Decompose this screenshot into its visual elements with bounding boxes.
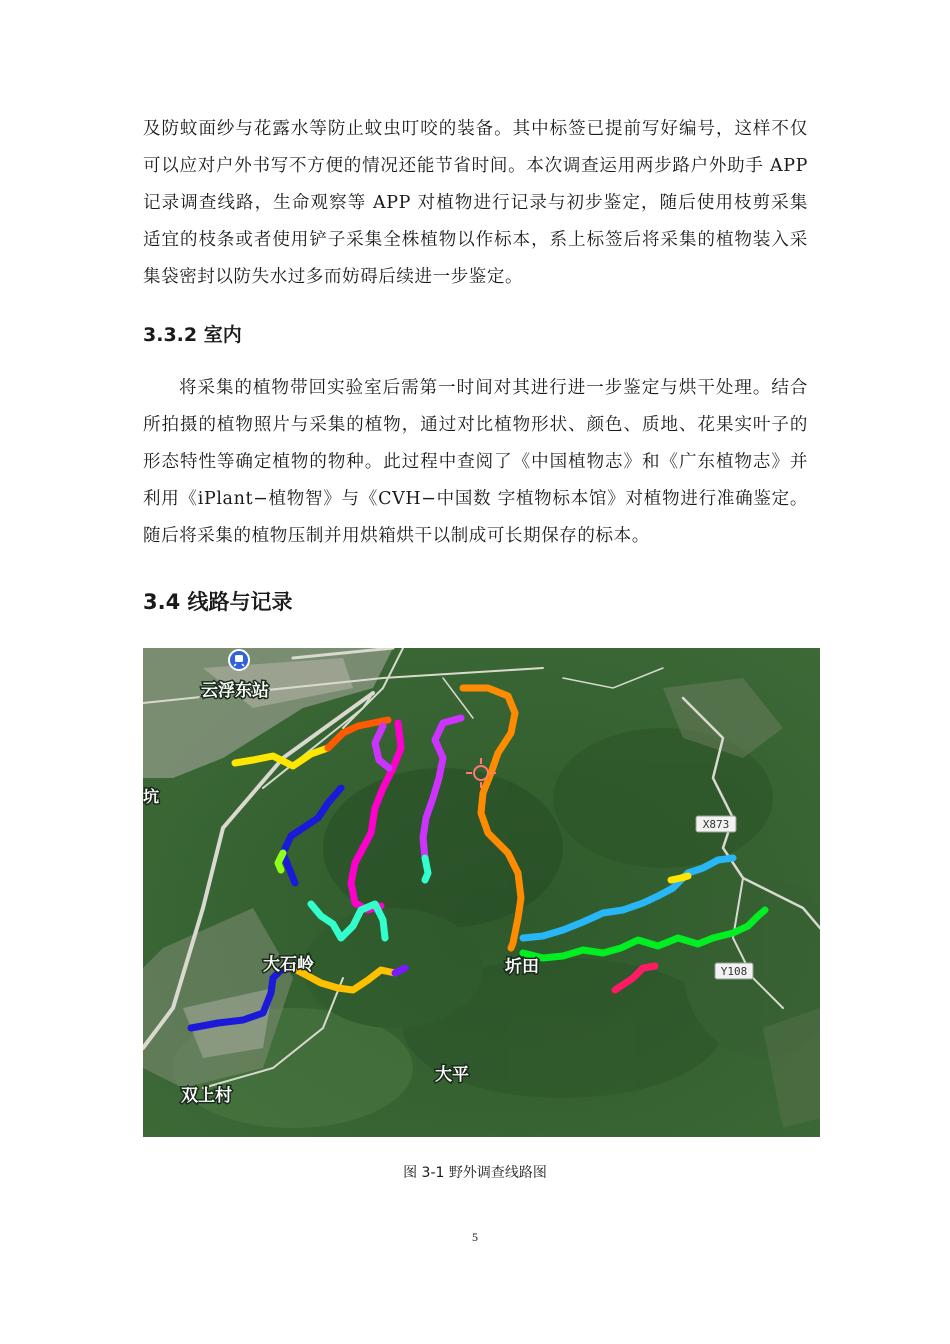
road-badge-x873 [696,816,736,832]
survey-route-map [143,648,820,1137]
place-label-yunfu-east-station: 云浮东站 [201,681,269,701]
page-number: 5 [472,1230,478,1244]
paragraph-field-equipment: 及防蚊面纱与花露水等防止蚊虫叮咬的装备。其中标签已提前写好编号，这样不仅可以应对户外书写不方便的情况还能节省时间。本次调查运用两步路户外助手 APP 记录调查线路，生命观察等 APP 对植物进行记录与初步鉴定，随后使用枝剪采集适宜的枝条或者使用铲子采集全株植物以作标本，系上标签后将采集的植物装入采集袋密封以防失水过多而妨碍后续进一步鉴定。 [143,119,808,287]
route-teal-mid [425,858,428,880]
route-yellow-small [671,876,688,880]
place-label-keng: 坑 [143,787,160,806]
place-label-shuangshang-village: 双上村 [181,1086,232,1106]
paragraph-indoor-identification: 将采集的植物带回实验室后需第一时间对其进行进一步鉴定与烘干处理。结合所拍摄的植物照片与采集的植物，通过对比植物形状、颜色、质地、花果实叶子的形态特性等确定植物的物种。此过程中查阅了《中国植物志》和《广东植物志》并利用《iPlant−植物智》与《CVH−中国数 字植物标本馆》对植物进行准确鉴定。随后将采集的植物压制并用烘箱烘干以制成可长期保存的标本。 [143,378,808,546]
station-icon [229,650,249,670]
road-badge-y108 [715,963,753,979]
place-label-dashiling: 大石岭 [263,955,314,975]
route-lime-small [278,853,283,870]
section-heading-3-4: 3.4 线路与记录 [143,590,293,614]
place-label-xiantian: 圻田 [505,957,539,977]
figure-caption: 图 3-1 野外调查线路图 [403,1165,547,1181]
route-violet [395,968,405,973]
svg-text:Y108: Y108 [720,965,748,978]
place-label-daping: 大平 [435,1065,469,1085]
section-heading-3-3-2: 3.3.2 室内 [143,324,242,346]
svg-text:X873: X873 [702,818,730,831]
satellite-map-image [143,648,820,1137]
